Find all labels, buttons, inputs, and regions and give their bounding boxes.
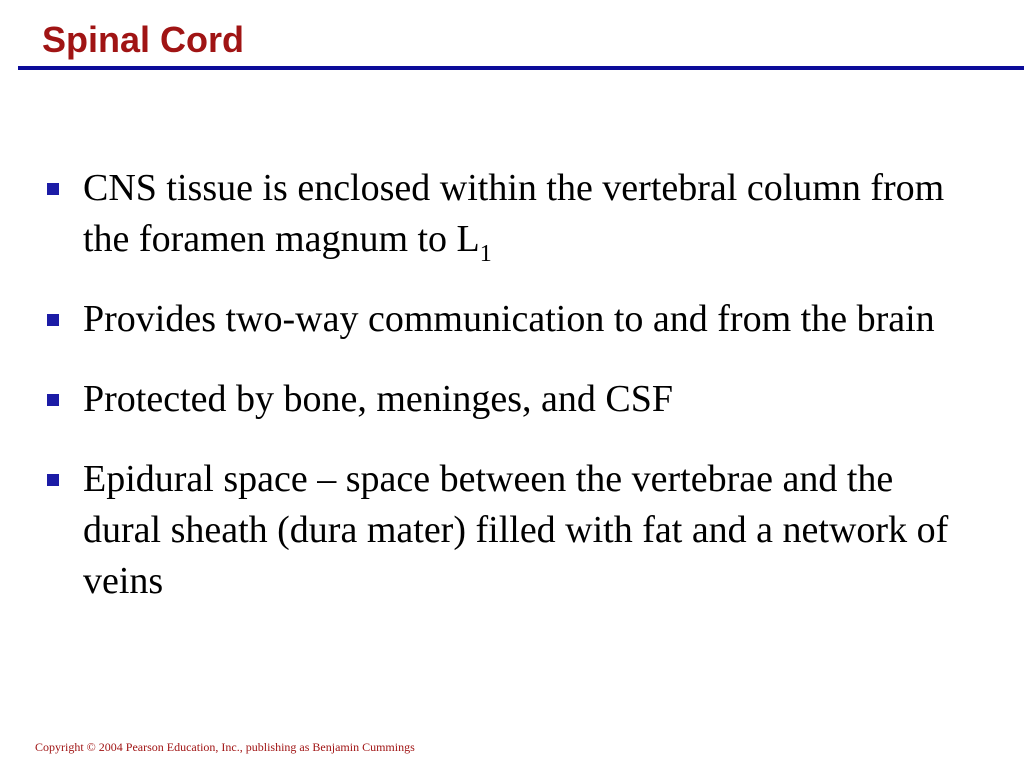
bullet-item xyxy=(46,163,976,265)
bullet-item xyxy=(46,454,976,607)
copyright-footer: Copyright © 2004 Pearson Education, Inc., publishing as Benjamin Cummings xyxy=(35,740,415,754)
slide-title: Spinal Cord xyxy=(42,19,245,60)
bullet-item xyxy=(46,374,976,425)
square-bullet-icon xyxy=(47,394,59,406)
bullet-item xyxy=(46,294,976,345)
square-bullet-icon xyxy=(47,474,59,486)
bullet-list xyxy=(46,163,976,636)
bullet-text: Epidural space – space between the vertebrae and the dural sheath (dura mater) filled with fat and a network of veins xyxy=(83,458,949,602)
title-underline xyxy=(18,66,1024,70)
bullet-subscript: 1 xyxy=(479,241,492,267)
bullet-text: Protected by bone, meninges, and CSF xyxy=(83,378,673,420)
square-bullet-icon xyxy=(47,314,59,326)
bullet-text: CNS tissue is enclosed within the vertebral column from the foramen magnum to L xyxy=(83,167,945,260)
square-bullet-icon xyxy=(47,183,59,195)
bullet-text: Provides two-way communication to and from the brain xyxy=(83,298,935,340)
